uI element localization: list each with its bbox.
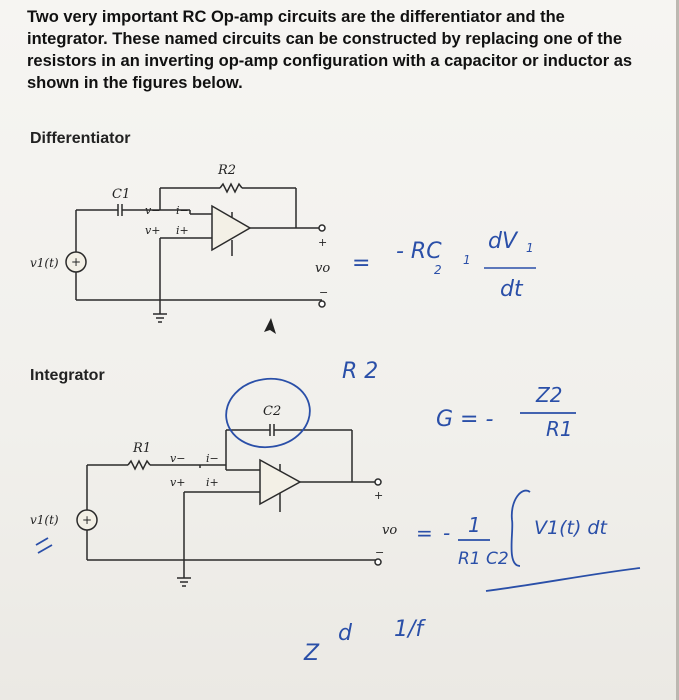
- diff-hw-sub1: 1: [463, 253, 471, 267]
- int-plus-label: +: [374, 489, 384, 502]
- int-vminus-label: v−: [170, 452, 186, 465]
- int-output-terminal-neg: [375, 559, 381, 565]
- int-hw-r2-note: R 2: [342, 359, 379, 384]
- diff-hw-dv-sub: 1: [526, 241, 534, 255]
- diff-r2-label: R2: [218, 163, 237, 178]
- diff-vo-label: vo: [315, 261, 331, 276]
- diff-minus-label: −: [319, 286, 329, 299]
- int-hw-underline: [486, 568, 640, 591]
- int-hw-one: 1: [468, 513, 481, 537]
- intro-paragraph: Two very important RC Op-amp circuits are the differentiator and the integrator. These named circuits can be constructed by replacing one of the resistors in an inverting op-amp configuration with a capacitor or inductor as shown in the figures below.: [27, 8, 633, 92]
- int-hw-tick: [38, 545, 52, 553]
- int-hw-equals: =: [416, 521, 433, 545]
- diff-resistor-r2: [220, 184, 242, 192]
- int-iminus-label: i−: [206, 452, 219, 465]
- int-iplus-label: i+: [206, 476, 219, 489]
- int-hw-f-note: 1/f: [394, 617, 424, 642]
- int-vo-label: vo: [382, 523, 398, 538]
- int-r1-label: R1: [133, 441, 152, 456]
- int-hw-d-note: d: [338, 621, 352, 646]
- diff-iplus-label: i+: [176, 224, 189, 237]
- diff-hw-equals: =: [352, 251, 371, 276]
- diff-hw-rc: - RC: [396, 239, 442, 264]
- diff-iminus-label: i−: [176, 204, 189, 217]
- int-vplus-label: v+: [170, 476, 186, 489]
- int-source-plus: +: [82, 513, 93, 527]
- diff-hw-sub2: 2: [434, 263, 442, 277]
- differentiator-circuit: [66, 184, 328, 322]
- diff-hw-dv: dV: [488, 229, 518, 254]
- int-c2-label: C2: [263, 404, 282, 419]
- gain-hw-lhs: G = -: [436, 407, 494, 432]
- diff-source-label: v1(t): [30, 256, 59, 270]
- diff-output-terminal: [319, 225, 325, 231]
- diff-vminus-label: v−: [145, 204, 161, 217]
- cursor-arrow-icon: [264, 318, 276, 334]
- int-hw-z-note: Z: [304, 641, 320, 666]
- diff-plus-label: +: [318, 236, 328, 249]
- int-source-label: v1(t): [30, 513, 59, 527]
- int-hw-integral-sign: [512, 491, 531, 566]
- diff-vplus-label: v+: [145, 224, 161, 237]
- gain-hw-den: R1: [546, 417, 573, 441]
- int-hw-minus: -: [443, 521, 451, 545]
- diff-source-plus: +: [71, 255, 82, 269]
- int-hw-integrand: V1(t) dt: [534, 517, 607, 539]
- integrator-circuit: [77, 424, 384, 586]
- integrator-heading: Integrator: [30, 367, 105, 384]
- diff-hw-dt: dt: [500, 277, 523, 302]
- int-output-terminal: [375, 479, 381, 485]
- gain-hw-num: Z2: [536, 383, 563, 407]
- int-resistor-r1: [128, 461, 150, 469]
- int-hw-den: R1 C2: [458, 549, 509, 569]
- int-hw-tick: [36, 538, 48, 545]
- diff-c1-label: C1: [112, 187, 131, 202]
- differentiator-heading: Differentiator: [30, 130, 131, 147]
- int-minus-label: −: [375, 546, 385, 559]
- diff-output-terminal-neg: [319, 301, 325, 307]
- diff-op-amp: [212, 206, 250, 250]
